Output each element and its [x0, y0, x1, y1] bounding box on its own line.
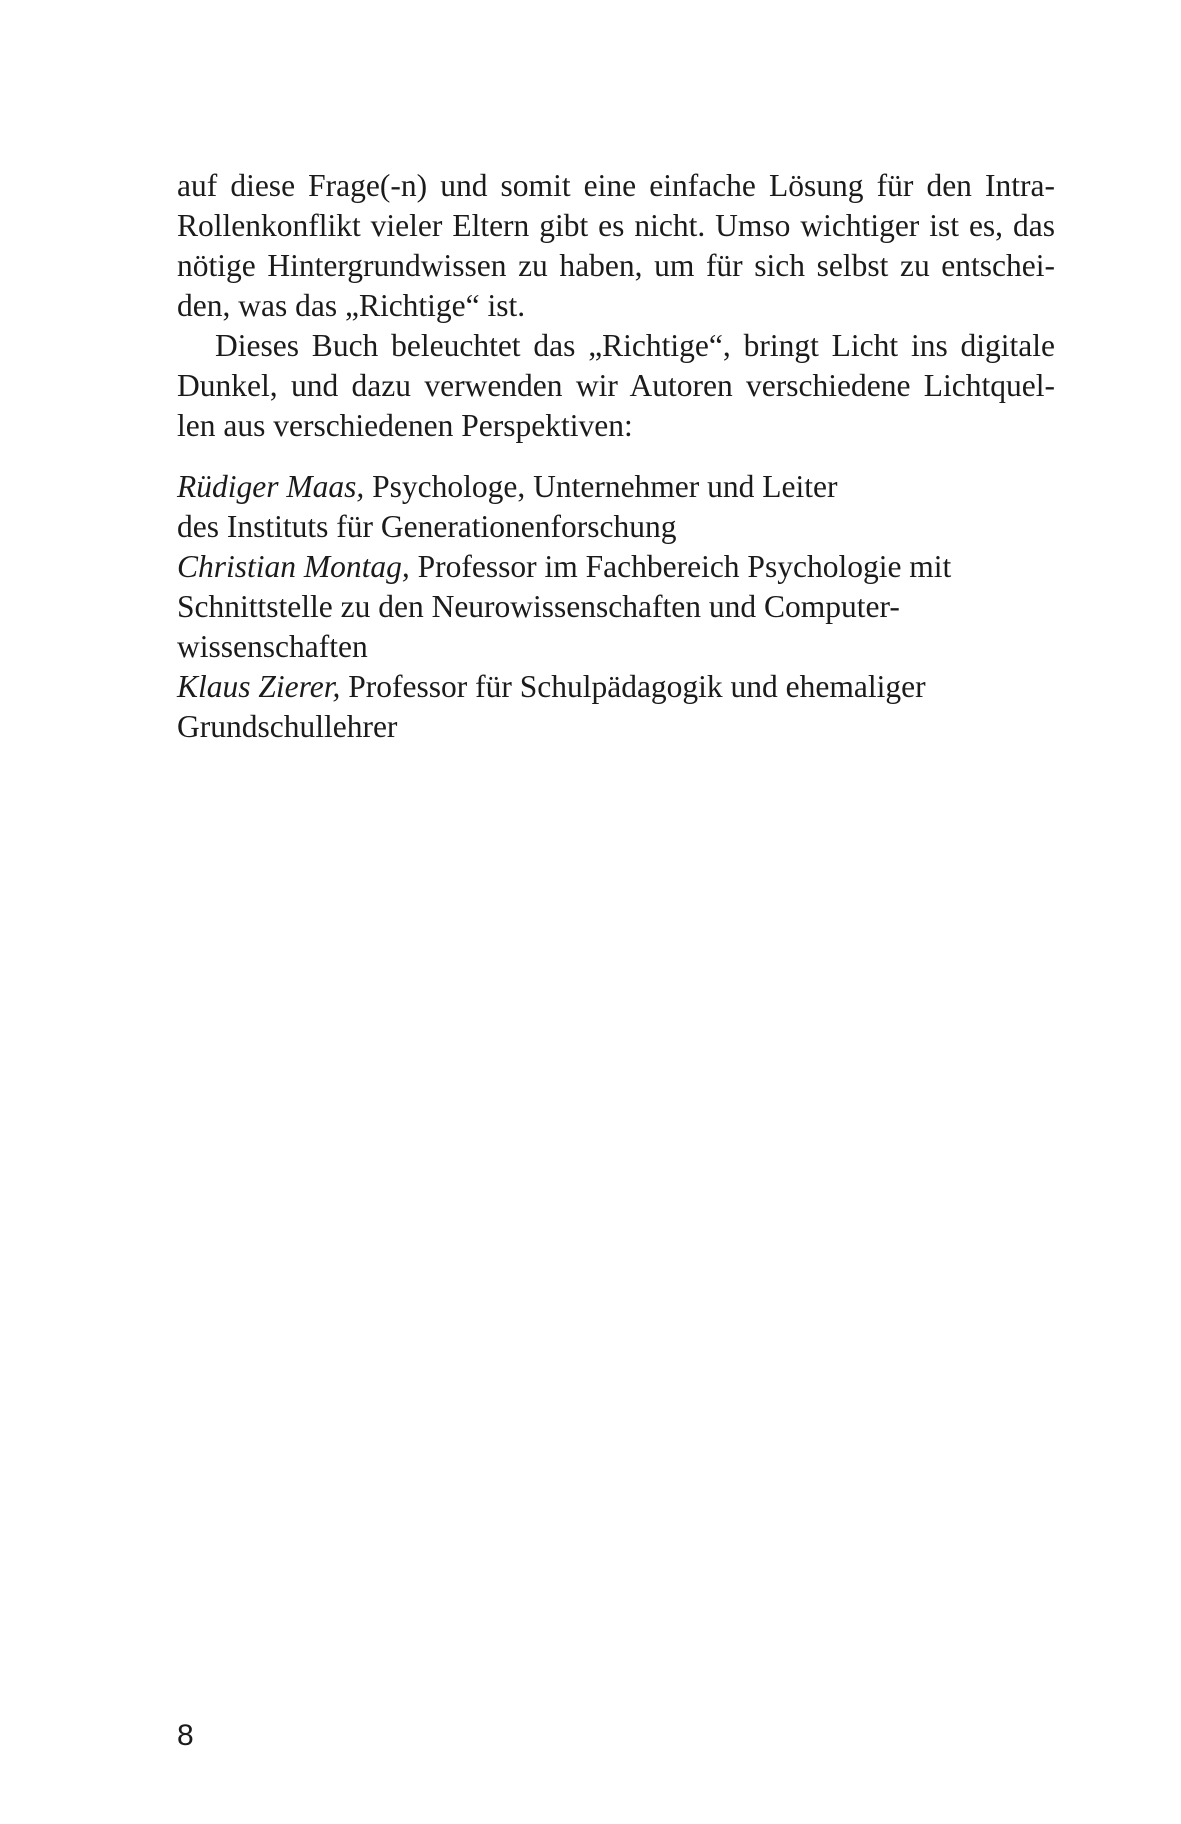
author-list [177, 467, 1055, 747]
paragraph-2 [177, 326, 1055, 446]
text-line: Christian Montag, Professor im Fachbereich Psychologie mit [177, 549, 952, 584]
body-text [177, 166, 1055, 747]
page-number: 8 [177, 1719, 194, 1752]
text-line: Rollenkonflikt vieler Eltern gibt es nicht. Umso wichtiger ist es, das [177, 208, 1055, 243]
text-line: Dunkel, und dazu verwenden wir Autoren verschiedene Lichtquel- [177, 368, 1055, 403]
author-name: Christian Montag, [177, 549, 410, 584]
paragraph-1 [177, 166, 1055, 326]
text-line: Grundschullehrer [177, 709, 398, 744]
text-line: len aus verschiedenen Perspektiven: [177, 408, 633, 443]
author-name: Klaus Zierer, [177, 669, 341, 704]
text-line: nötige Hintergrundwissen zu haben, um für sich selbst zu entschei- [177, 248, 1055, 283]
text-line: Rüdiger Maas, Psychologe, Unternehmer und Leiter [177, 469, 838, 504]
author-name: Rüdiger Maas, [177, 469, 365, 504]
text-line: auf diese Frage(-n) und somit eine einfache Lösung für den Intra- [177, 168, 1055, 203]
text-line: Klaus Zierer, Professor für Schulpädagogik und ehemaliger [177, 669, 926, 704]
text-line: des Instituts für Generationenforschung [177, 509, 677, 544]
text-line: Schnittstelle zu den Neurowissenschaften und Computer- [177, 589, 900, 624]
text-line: Dieses Buch beleuchtet das „Richtige“, bringt Licht ins digitale [215, 328, 1055, 363]
text-line: den, was das „Richtige“ ist. [177, 288, 526, 323]
text-line: wissenschaften [177, 629, 368, 664]
